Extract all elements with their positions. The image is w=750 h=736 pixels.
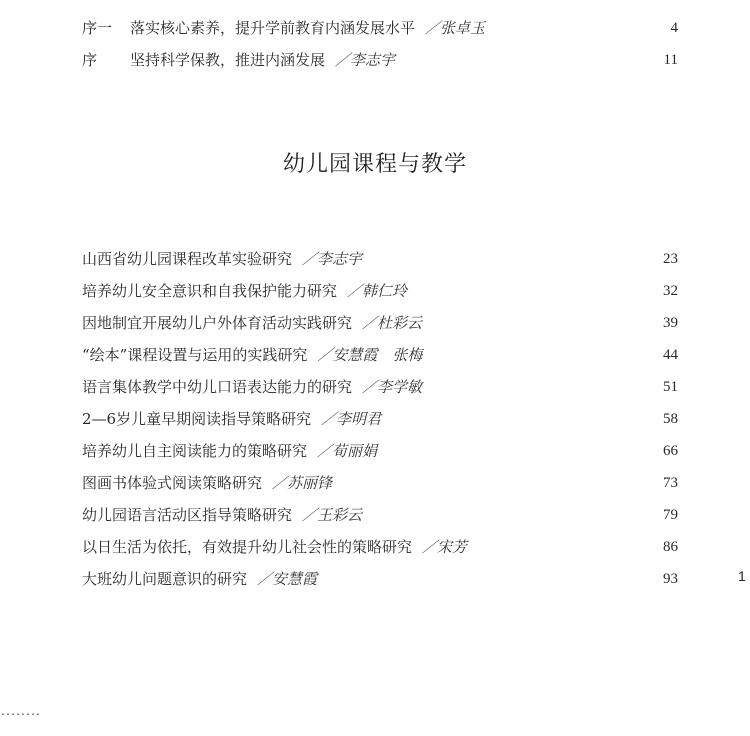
entry-title: 培养幼儿自主阅读能力的策略研究: [82, 442, 308, 460]
entry-title: 培养幼儿安全意识和自我保护能力研究: [82, 282, 338, 300]
entry-author: ／宋芳: [422, 538, 468, 556]
page-number: 58: [663, 411, 678, 427]
preface-row-2[interactable]: [82, 49, 678, 71]
toc-entry[interactable]: [82, 504, 678, 526]
page-number: 4: [670, 20, 678, 36]
preface-author: ／张卓玉: [425, 19, 486, 37]
toc-entry[interactable]: [82, 312, 678, 334]
entry-title: 幼儿园语言活动区指导策略研究: [82, 506, 293, 524]
entry-title: 山西省幼儿园课程改革实验研究: [82, 250, 293, 268]
preface-title: 坚持科学保教，推进内涵发展: [130, 51, 326, 69]
page-number: 23: [663, 251, 678, 267]
entry-author: ／李学敏: [362, 378, 423, 396]
entry-title: 以日生活为依托，有效提升幼儿社会性的策略研究: [82, 538, 413, 556]
entry-author: ／李明君: [321, 410, 382, 428]
toc-entry[interactable]: [82, 440, 678, 462]
page-number: 32: [663, 283, 678, 299]
entry-author: ／安慧霞: [257, 570, 318, 588]
clipped-top-line: [78, 0, 678, 4]
entry-author: ／李志宇: [302, 250, 363, 268]
preface-label: 序: [82, 51, 98, 69]
entry-title: 语言集体教学中幼儿口语表达能力的研究: [82, 378, 353, 396]
right-margin-mark: 1: [738, 568, 746, 584]
page-number: 86: [663, 539, 678, 555]
entry-author: ／安慧霞 张梅: [317, 346, 423, 364]
preface-label: 序一: [82, 19, 113, 37]
preface-row-left: [82, 49, 395, 71]
bottom-dots: ........: [0, 708, 41, 719]
entry-title: 图画书体验式阅读策略研究: [82, 474, 263, 492]
toc-entry[interactable]: [82, 344, 678, 366]
entry-title: 因地制宜开展幼儿户外体育活动实践研究: [82, 314, 353, 332]
preface-row-left: [82, 17, 485, 39]
entry-author: ／杜彩云: [362, 314, 423, 332]
page-number: 79: [663, 507, 678, 523]
entry-author: ／苏丽锋: [272, 474, 333, 492]
preface-row-1[interactable]: [82, 17, 678, 39]
toc-entry[interactable]: [82, 408, 678, 430]
page-number: 93: [663, 571, 678, 587]
toc-entry[interactable]: [82, 376, 678, 398]
entry-author: ／王彩云: [302, 506, 363, 524]
entry-title: 大班幼儿问题意识的研究: [82, 570, 248, 588]
section-title: 幼儿园课程与教学: [282, 152, 467, 177]
page-number: 39: [663, 315, 678, 331]
toc-entry[interactable]: [82, 568, 678, 590]
preface-author: ／李志宇: [335, 51, 396, 69]
toc-entry[interactable]: [82, 280, 678, 302]
entry-title: 2—6岁儿童早期阅读指导策略研究: [82, 410, 312, 428]
toc-entry[interactable]: [82, 536, 678, 558]
toc-entry[interactable]: [82, 248, 678, 270]
page-number: 73: [663, 475, 678, 491]
toc-entry[interactable]: [82, 472, 678, 494]
entry-title: “绘本”课程设置与运用的实践研究: [82, 346, 308, 364]
entry-author: ／荀丽娟: [317, 442, 378, 460]
page-number: 51: [663, 379, 678, 395]
preface-title: 落实核心素养，提升学前教育内涵发展水平: [130, 19, 416, 37]
entry-author: ／韩仁玲: [347, 282, 408, 300]
page-number: 44: [663, 347, 678, 363]
page-number: 66: [663, 443, 678, 459]
page-number: 11: [663, 52, 678, 68]
